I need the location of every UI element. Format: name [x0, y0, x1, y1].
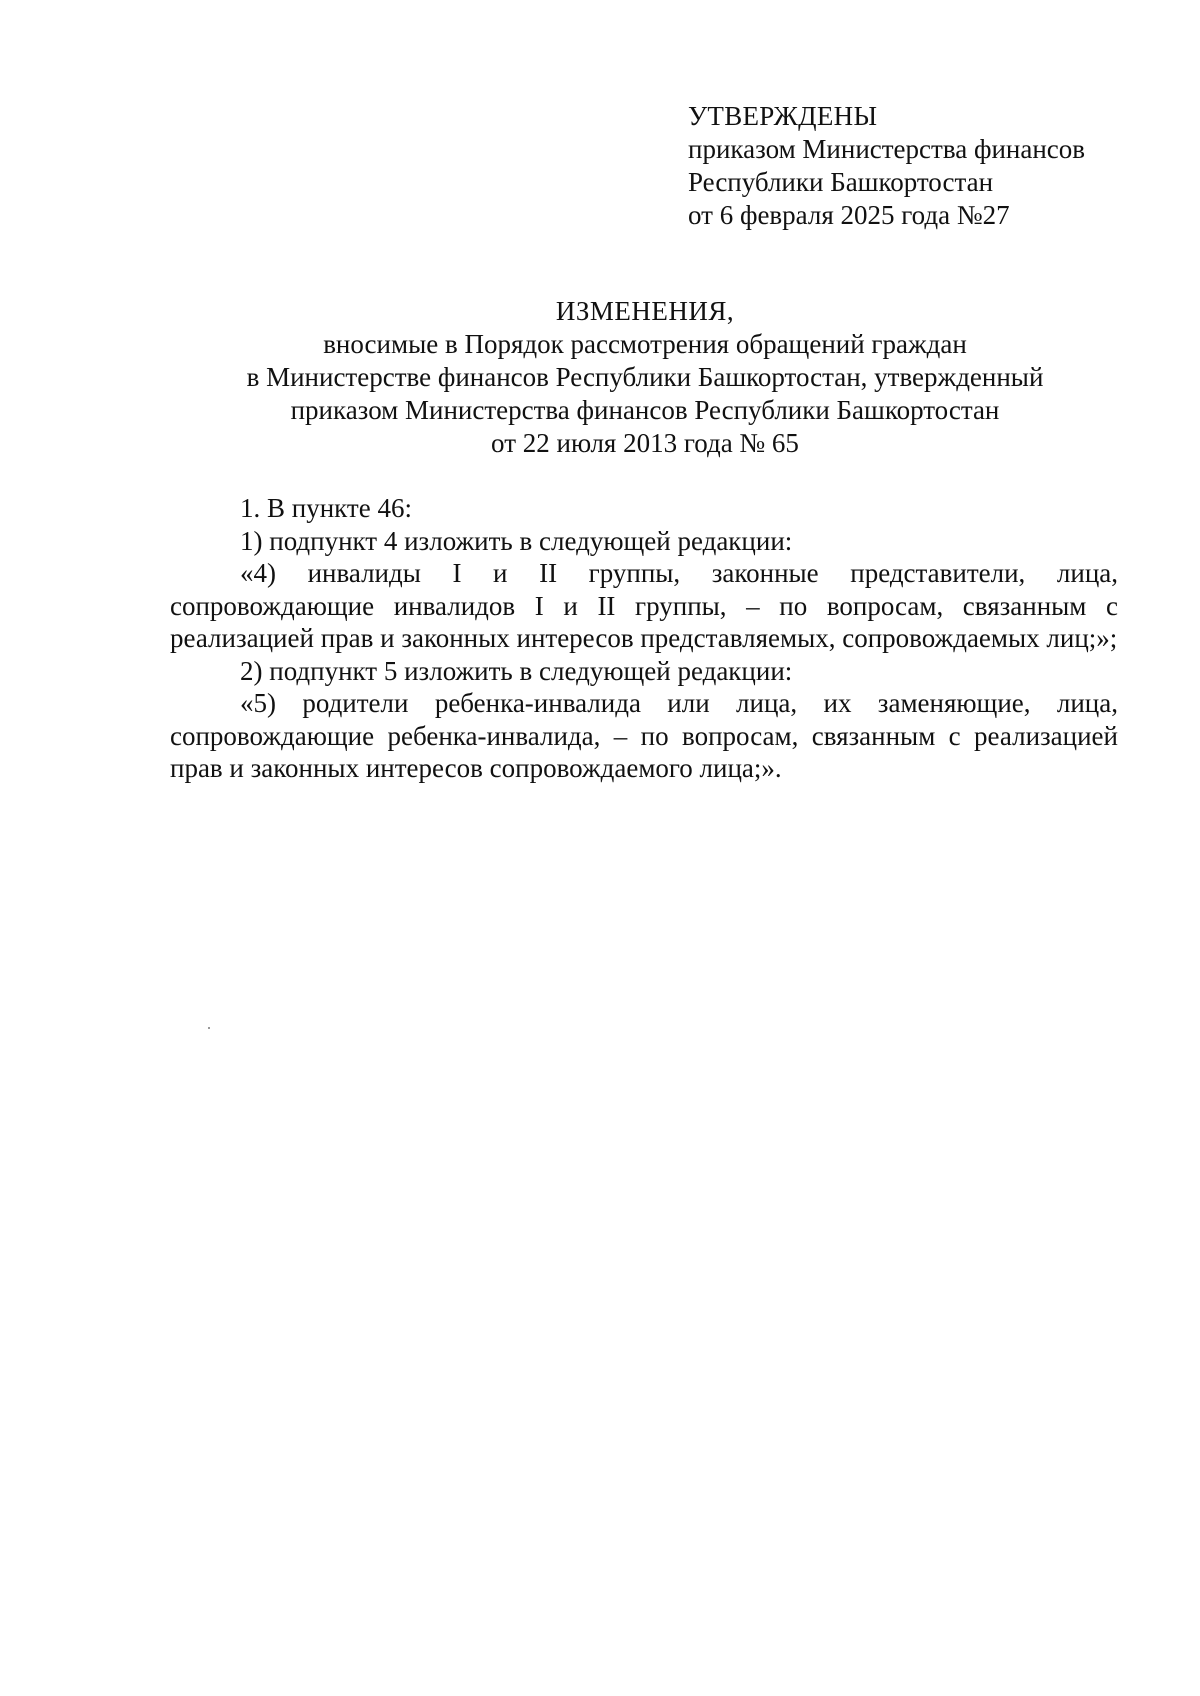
approval-line-order: приказом Министерства финансов	[688, 134, 1086, 164]
approval-block	[688, 100, 1128, 232]
paragraph-subpoint-5-text: «5) родители ребенка-инвалида или лица, их заменяющие, лица, сопровождающие ребенка-инвалида, – по вопросам, связанным с реализацией прав и законных интересов сопровождаемого лица;».	[170, 688, 1118, 783]
approval-line-date: от 6 февраля 2025 года №27	[688, 200, 1010, 230]
document-body	[170, 492, 1118, 785]
approval-title: УТВЕРЖДЕНЫ	[688, 101, 878, 131]
heading-line-2: в Министерстве финансов Республики Башкортостан, утвержденный	[246, 362, 1044, 392]
paragraph-subpoint-5-intro: 2) подпункт 5 изложить в следующей редакции:	[240, 655, 793, 686]
heading-line-4: от 22 июля 2013 года № 65	[491, 428, 799, 458]
heading-line-3: приказом Министерства финансов Республики Башкортостан	[290, 395, 1000, 425]
document-title: ИЗМЕНЕНИЯ,	[555, 296, 735, 326]
approval-line-republic: Республики Башкортостан	[688, 167, 994, 197]
scan-speck	[208, 1027, 210, 1029]
document-heading	[170, 295, 1120, 460]
heading-line-1: вносимые в Порядок рассмотрения обращений граждан	[323, 329, 967, 359]
paragraph-point-46: 1. В пункте 46:	[240, 493, 412, 523]
paragraph-subpoint-4-intro: 1) подпункт 4 изложить в следующей редакции:	[240, 525, 793, 556]
paragraph-subpoint-4-text: «4) инвалиды I и II группы, законные представители, лица, сопровождающие инвалидов I и II группы, – по вопросам, связанным с реализацией прав и законных интересов представляемых, сопровождаемых лиц;»;	[170, 558, 1118, 653]
